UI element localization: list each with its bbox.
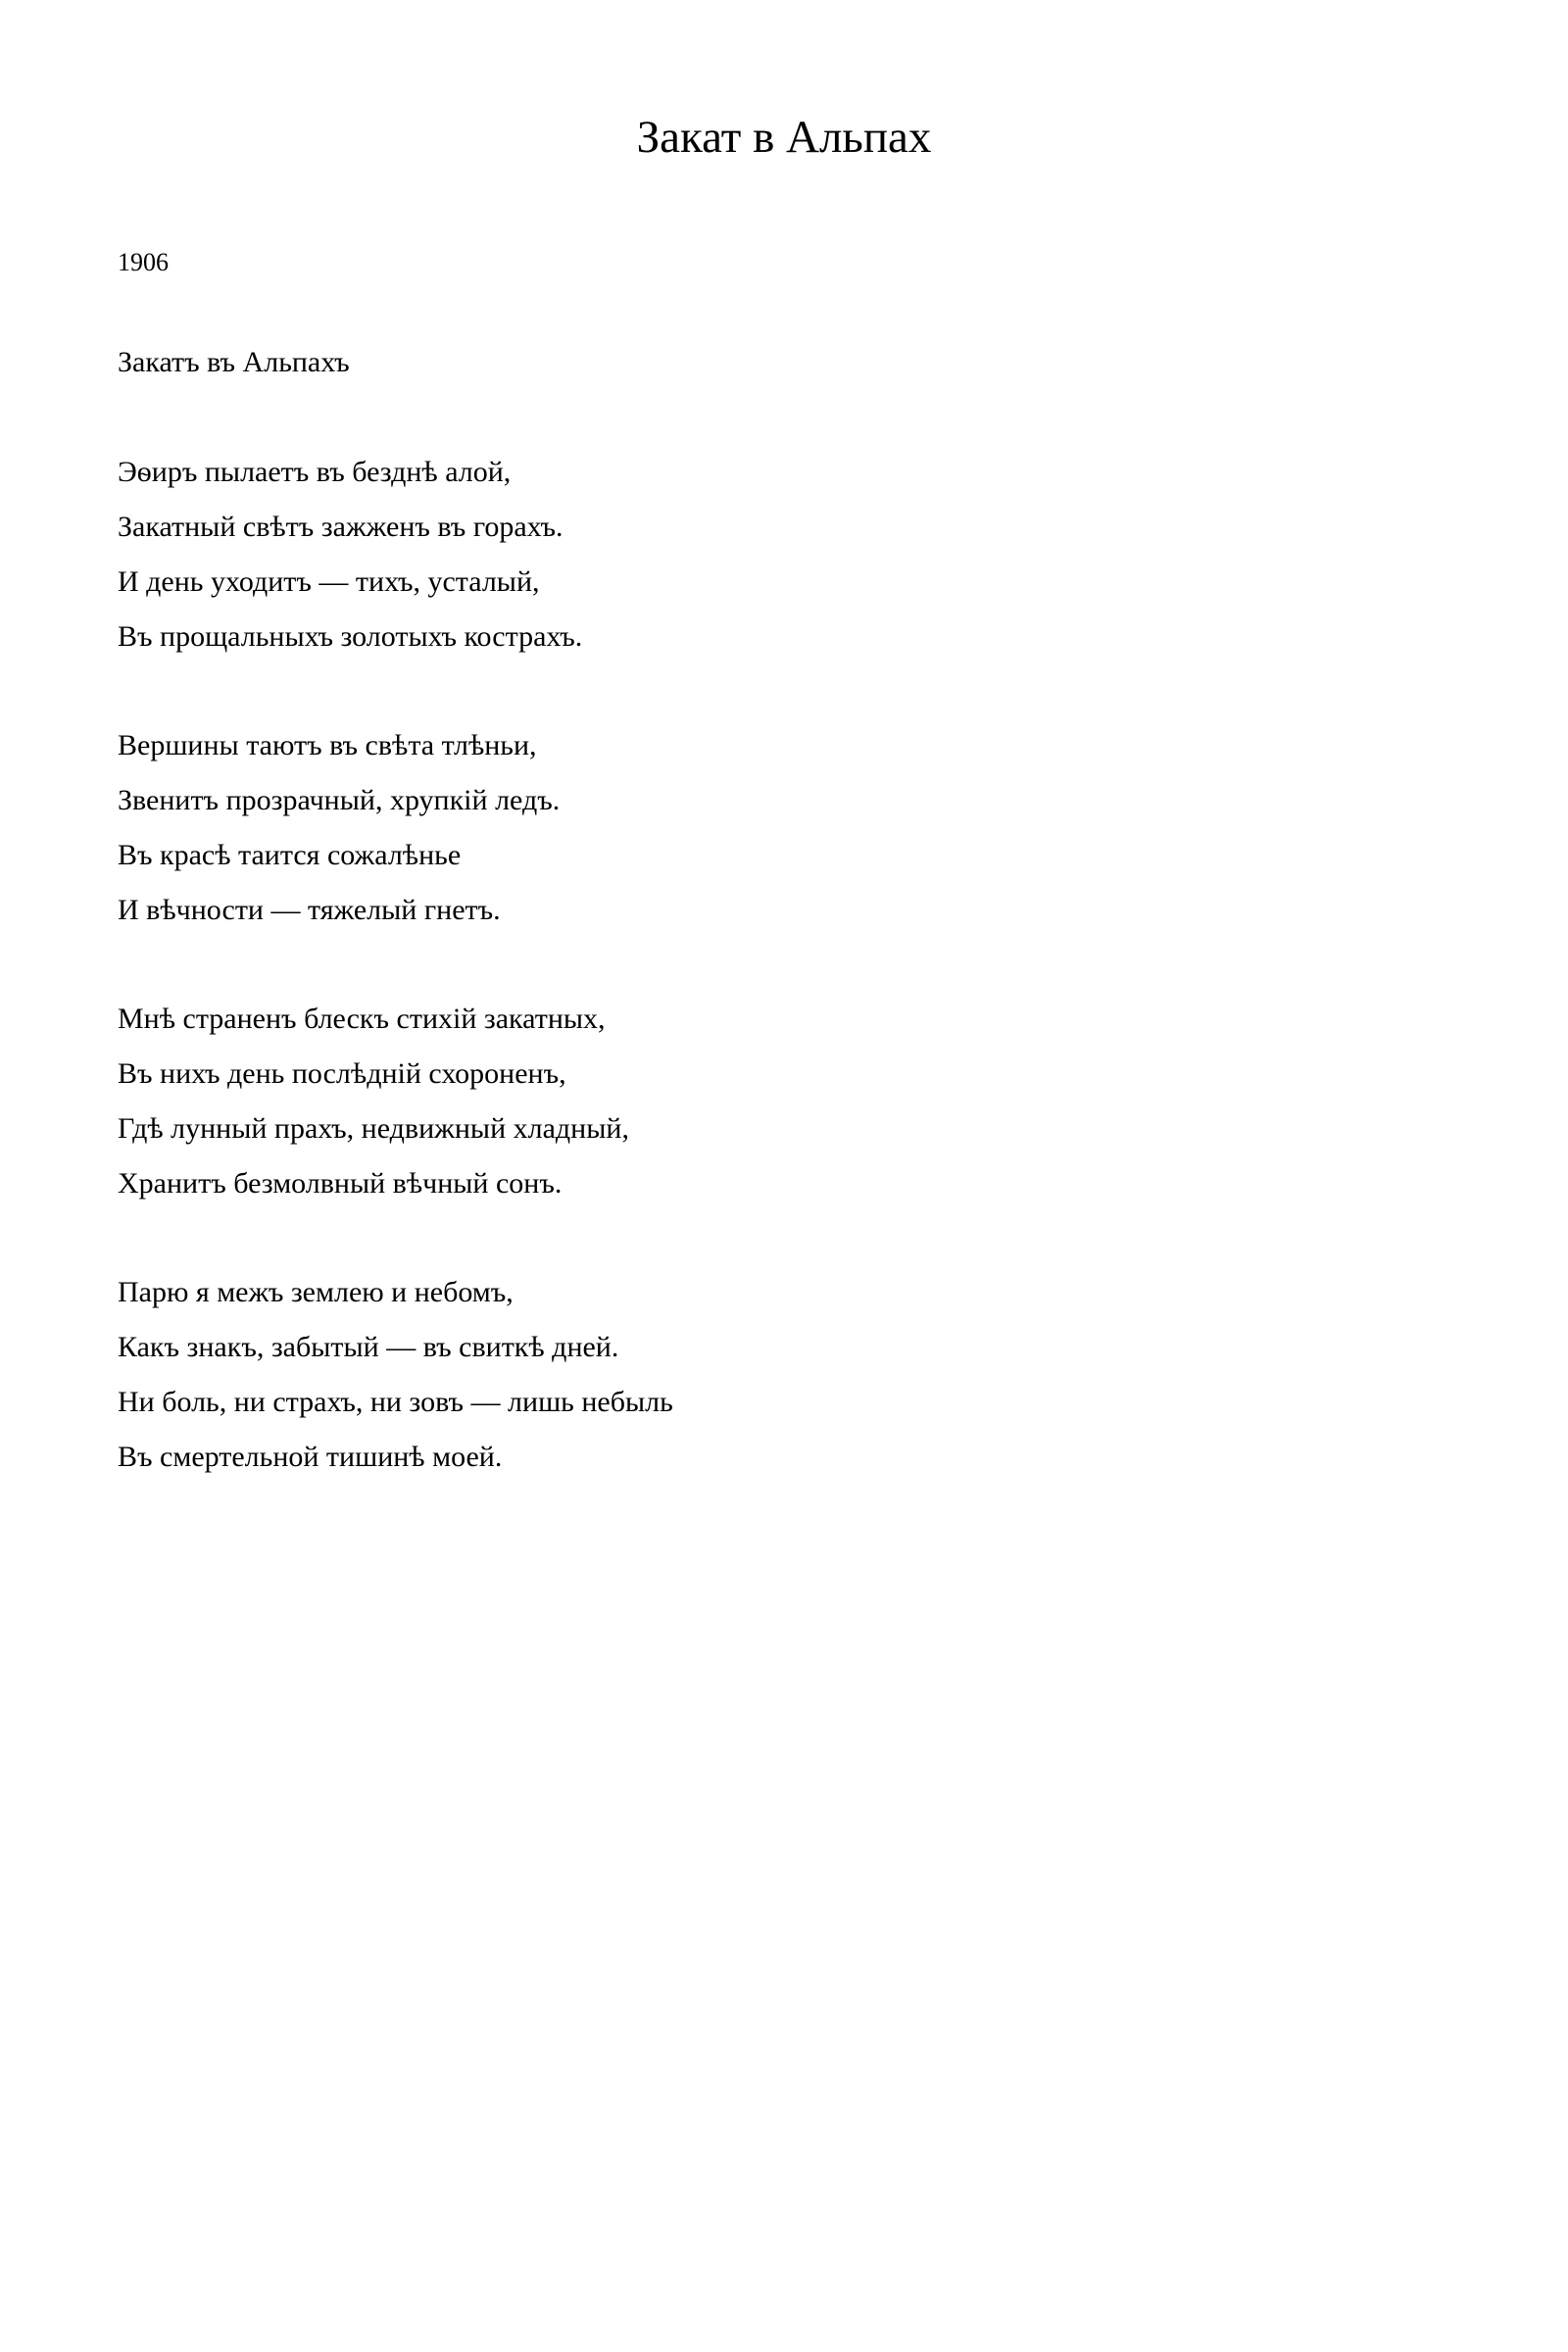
poem-line: И день уходитъ — тихъ, усталый, [118, 565, 540, 598]
page-title: Закат в Альпах [636, 112, 932, 163]
poem-line: Въ нихъ день послѣдній схороненъ, [118, 1057, 566, 1090]
poem-body [118, 445, 673, 1539]
poem-line: Звенитъ прозрачный, хрупкій ледъ. [118, 784, 561, 816]
poem-year: 1906 [118, 248, 169, 276]
stanza-2 [118, 718, 673, 938]
poem-line: Въ смертельной тишинѣ моей. [118, 1441, 503, 1473]
poem-line: Ни боль, ни страхъ, ни зовъ — лишь небыль [118, 1386, 673, 1418]
poem-line: Мнѣ страненъ блескъ стихій закатных, [118, 1003, 606, 1035]
poem-line: Какъ знакъ, забытый — въ свиткѣ дней. [118, 1331, 619, 1363]
poem-line: Вершины таютъ въ свѣта тлѣньи, [118, 729, 537, 761]
poem-line: Гдѣ лунный прахъ, недвижный хладный, [118, 1112, 629, 1145]
stanza-1 [118, 445, 673, 664]
poem-line: И вѣчности — тяжелый гнетъ. [118, 894, 501, 926]
poem-line: Закатный свѣтъ зажженъ въ горахъ. [118, 511, 564, 543]
stanza-3 [118, 992, 673, 1211]
poem-subtitle: Закатъ въ Альпахъ [118, 346, 350, 378]
poem-line: Парю я межъ землею и небомъ, [118, 1276, 514, 1308]
poem-line: Хранитъ безмолвный вѣчный сонъ. [118, 1167, 563, 1200]
poem-line: Эѳиръ пылаетъ въ безднѣ алой, [118, 456, 512, 488]
stanza-4 [118, 1265, 673, 1485]
poem-line: Въ красѣ таится сожалѣнье [118, 839, 462, 871]
poem-line: Въ прощальныхъ золотыхъ кострахъ. [118, 620, 583, 653]
